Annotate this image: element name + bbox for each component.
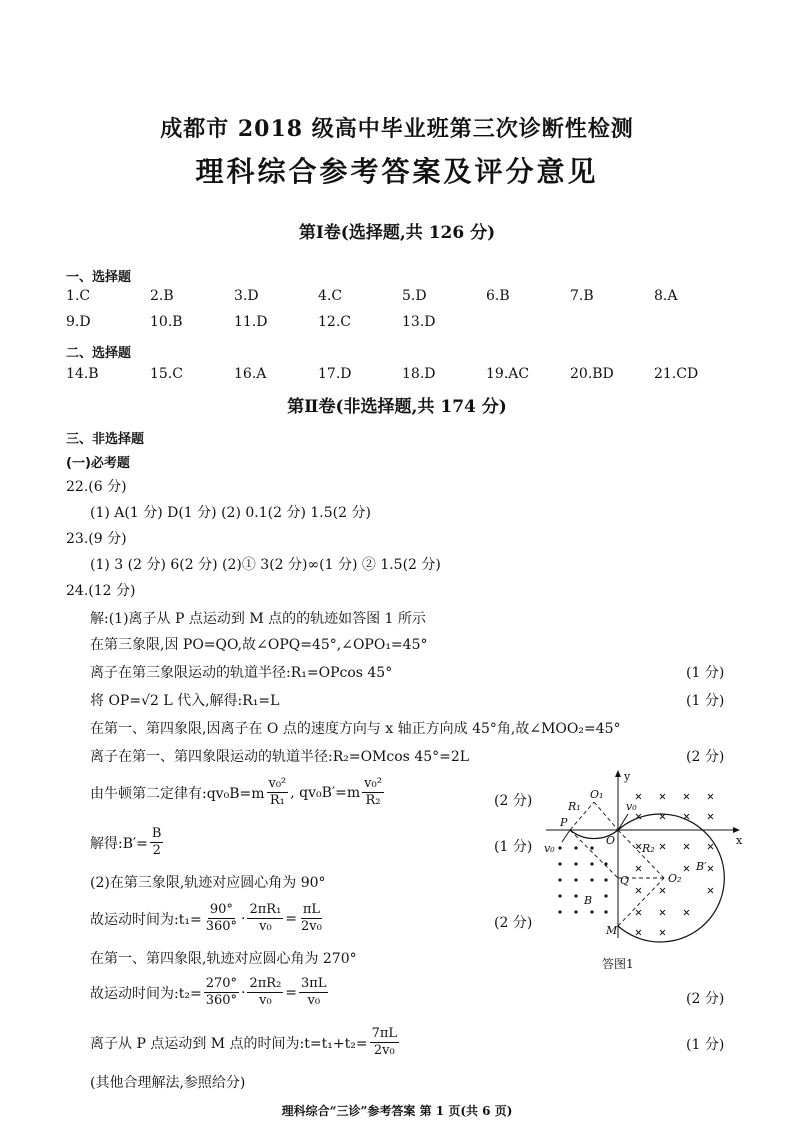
equation-text: 解得:B′= — [90, 835, 148, 852]
score: (2 分) — [686, 749, 725, 765]
fraction — [299, 902, 324, 935]
answer: 5.D — [402, 288, 427, 304]
fraction-numerator: 270° — [205, 976, 238, 991]
equals-sign: = — [285, 984, 298, 1001]
fraction-denominator: v₀ — [259, 993, 272, 1008]
answer: 17.D — [318, 366, 352, 382]
answer: 12.C — [318, 314, 351, 330]
fraction — [370, 1026, 399, 1059]
fraction-denominator: v₀ — [307, 993, 321, 1008]
fraction-numerator: πL — [302, 902, 321, 917]
solution-line: 将 OP=√2 L 代入,解得:R₁=L — [90, 693, 280, 709]
total-time-equation — [90, 1026, 401, 1059]
answer: 1.C — [66, 288, 91, 304]
score: (2 分) — [494, 793, 533, 809]
solution-line: 离子在第一、第四象限运动的轨道半径:R₂=OMcos 45°=2L — [90, 749, 470, 765]
fraction — [204, 902, 239, 935]
t1-equation — [90, 902, 326, 935]
fraction-denominator: 360° — [205, 919, 238, 934]
dot-operator: · — [241, 984, 246, 1001]
figure-label: P — [560, 816, 568, 829]
fraction-numerator: v₀² — [268, 776, 287, 791]
answer: 19.AC — [486, 366, 530, 382]
fraction-numerator: 7πL — [371, 1026, 398, 1041]
fraction-numerator: 2πR₁ — [249, 902, 282, 917]
fraction-numerator: 2πR₂ — [249, 976, 282, 991]
answer: 14.B — [66, 366, 99, 382]
fraction — [299, 976, 328, 1009]
score: (1 分) — [686, 1037, 725, 1053]
figure-label: v₀ — [626, 800, 637, 813]
answer-figure-1 — [540, 768, 750, 980]
equation-text: 故运动时间为:t₂= — [90, 985, 202, 1002]
construction-lines — [570, 802, 664, 926]
equation-text: 由牛顿第二定律有:qv₀B=m — [90, 785, 265, 802]
answer: 9.D — [66, 314, 91, 330]
q23-answer: (1) 3 (2 分) 6(2 分) (2)① 3(2 分)∞(1 分) ② 1.5(2 分) — [90, 557, 441, 573]
answer: 3.D — [234, 288, 259, 304]
q23-label: 23.(9 分) — [66, 531, 127, 547]
fraction — [247, 902, 283, 935]
section1-label: 一、选择题 — [66, 270, 132, 285]
section3-label: 三、非选择题 — [66, 432, 145, 447]
answer: 18.D — [402, 366, 436, 382]
score: (1 分) — [686, 693, 725, 709]
fraction — [247, 976, 283, 1009]
figure-label: B — [584, 894, 593, 907]
figure-label: R₁ — [568, 800, 581, 813]
score: (2 分) — [686, 991, 725, 1007]
figure-label: Q — [620, 874, 630, 887]
fraction-numerator: B — [151, 826, 162, 841]
answer: 4.C — [318, 288, 343, 304]
grading-note: (其他合理解法,参照给分) — [90, 1075, 246, 1091]
fraction — [267, 776, 289, 809]
fraction-numerator: 90° — [209, 902, 233, 917]
equals-sign: = — [285, 910, 298, 927]
solution-line: 在第一、第四象限,因离子在 O 点的速度方向与 x 轴正方向成 45°角,故∠MOO₂=45° — [90, 721, 621, 737]
fraction-denominator: 360° — [205, 993, 238, 1008]
equation-text: 离子从 P 点运动到 M 点的时间为:t=t₁+t₂= — [90, 1035, 368, 1052]
solution-line: 解:(1)离子从 P 点运动到 M 点的的轨迹如答图 1 所示 — [90, 611, 426, 627]
subsection-label: (一)必考题 — [66, 456, 130, 471]
equation-text: , qv₀B′=m — [290, 784, 361, 801]
answer: 6.B — [486, 288, 510, 304]
q22-label: 22.(6 分) — [66, 479, 127, 495]
figure-label: y — [624, 770, 631, 783]
fraction-denominator: v₀ — [259, 919, 272, 934]
score: (1 分) — [686, 665, 725, 681]
solution-line: 在第一、第四象限,轨迹对应圆心角为 270° — [90, 951, 357, 967]
fraction-numerator: v₀² — [364, 776, 382, 791]
fraction — [150, 826, 164, 859]
q24-label: 24.(12 分) — [66, 583, 136, 599]
solution-line: 离子在第三象限运动的轨道半径:R₁=OPcos 45° — [90, 665, 393, 681]
score: (1 分) — [494, 839, 533, 855]
q22-answer: (1) A(1 分) D(1 分) (2) 0.1(2 分) 1.5(2 分) — [90, 505, 371, 521]
figure-label: B′ — [696, 860, 707, 873]
fraction-denominator: 2v₀ — [301, 919, 322, 934]
figure-label: O — [606, 834, 616, 847]
figure-label: O₂ — [668, 872, 682, 885]
dot-operator: · — [241, 910, 246, 927]
figure-label: M — [606, 924, 618, 937]
answer: 13.D — [402, 314, 436, 330]
answer: 16.A — [234, 366, 267, 382]
solution-line: 在第三象限,因 PO=QO,故∠OPQ=45°,∠OPO₁=45° — [90, 637, 428, 653]
section2-label: 二、选择题 — [66, 346, 132, 361]
magnetic-field-dots — [558, 846, 607, 913]
fraction — [204, 976, 239, 1009]
b-prime-equation — [90, 826, 165, 859]
y-axis-arrow — [615, 770, 621, 777]
score: (2 分) — [494, 915, 533, 931]
part1-heading: 第Ⅰ卷(选择题,共 126 分) — [298, 223, 496, 243]
fraction-numerator: 3πL — [301, 976, 327, 991]
fraction-denominator: 2 — [152, 843, 161, 858]
part2-heading: 第Ⅱ卷(非选择题,共 174 分) — [287, 397, 507, 417]
document-title: 成都市 2018 级高中毕业班第三次诊断性检测 — [160, 116, 634, 142]
fraction-denominator: R₂ — [365, 793, 381, 808]
x-axis-arrow — [733, 827, 740, 833]
solution-line: (2)在第三象限,轨迹对应圆心角为 90° — [90, 875, 326, 891]
velocity-arrow-o — [618, 814, 628, 830]
document-subtitle: 理科综合参考答案及评分意见 — [195, 155, 599, 188]
page-footer: 理科综合“三诊”参考答案 第 1 页(共 6 页) — [281, 1104, 513, 1118]
answer: 2.B — [150, 288, 174, 304]
fraction — [362, 776, 384, 809]
figure-label: v₀ — [544, 842, 555, 855]
velocity-arrow-p — [562, 830, 570, 842]
answer: 10.B — [150, 314, 183, 330]
newton-equation — [90, 776, 386, 809]
figure-caption: 答图1 — [602, 957, 634, 971]
t2-equation — [90, 976, 330, 1009]
fraction-denominator: 2v₀ — [373, 1043, 395, 1058]
answer: 20.BD — [570, 366, 614, 382]
figure-label: O₁ — [590, 788, 604, 801]
answer: 15.C — [150, 366, 183, 382]
fraction-denominator: R₁ — [269, 793, 285, 808]
answer: 8.A — [654, 288, 678, 304]
answer: 11.D — [234, 314, 268, 330]
figure-label: x — [736, 834, 743, 847]
figure-label: R₂ — [642, 842, 655, 855]
equation-text: 故运动时间为:t₁= — [90, 911, 202, 928]
answer: 7.B — [570, 288, 594, 304]
answer: 21.CD — [654, 366, 699, 382]
